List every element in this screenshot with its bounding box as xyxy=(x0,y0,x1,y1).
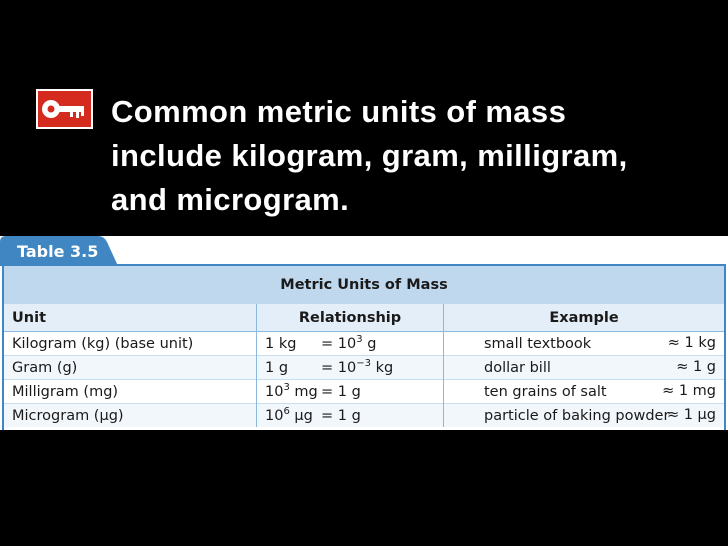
unit-cell: Gram (g) xyxy=(4,356,257,380)
table-box xyxy=(2,264,726,430)
relationship-left: $10^3$ mg xyxy=(265,381,318,400)
relationship-cell xyxy=(257,404,444,428)
table-row xyxy=(4,404,724,428)
example-text: ten grains of salt xyxy=(484,383,607,400)
table-row xyxy=(4,356,724,380)
relationship-right: = $10^{-3}$ kg xyxy=(321,357,394,376)
relationship-left: 1 kg xyxy=(265,335,297,352)
example-approx: ≈ 1 kg xyxy=(667,335,716,351)
relationship-left: $10^6$ μg xyxy=(265,405,313,424)
header-example: Example xyxy=(444,304,725,332)
unit-cell: Milligram (mg) xyxy=(4,380,257,404)
units-table xyxy=(4,304,724,427)
relationship-cell xyxy=(257,332,444,356)
example-text: small textbook xyxy=(484,335,592,352)
example-approx: ≈ 1 g xyxy=(676,359,716,375)
example-cell xyxy=(444,404,725,428)
example-cell xyxy=(444,380,725,404)
unit-cell: Kilogram (kg) (base unit) xyxy=(4,332,257,356)
relationship-right: = 1 g xyxy=(321,407,361,424)
example-text: particle of baking powder xyxy=(484,407,670,424)
table-row xyxy=(4,332,724,356)
relationship-cell xyxy=(257,380,444,404)
heading-line-3: and microgram. xyxy=(111,182,350,217)
table-title: Metric Units of Mass xyxy=(4,266,724,304)
unit-cell: Microgram (μg) xyxy=(4,404,257,428)
heading-line-1: Common metric units of mass xyxy=(111,94,567,129)
example-cell xyxy=(444,356,725,380)
example-cell xyxy=(444,332,725,356)
table-row xyxy=(4,380,724,404)
relationship-right: = $10^3$ g xyxy=(321,333,377,352)
table-number-label: Table 3.5 xyxy=(17,242,99,261)
relationship-cell xyxy=(257,356,444,380)
example-approx: ≈ 1 mg xyxy=(662,383,716,399)
example-approx: ≈ 1 μg xyxy=(666,407,716,423)
relationship-left: 1 g xyxy=(265,359,289,376)
header-unit: Unit xyxy=(4,304,257,332)
header-row xyxy=(4,304,724,332)
header-relationship: Relationship xyxy=(257,304,444,332)
slide-heading xyxy=(111,90,711,222)
example-text: dollar bill xyxy=(484,359,551,376)
key-icon xyxy=(36,89,93,129)
heading-line-2: include kilogram, gram, milligram, xyxy=(111,138,628,173)
relationship-right: = 1 g xyxy=(321,383,361,400)
metric-mass-table xyxy=(0,236,728,430)
